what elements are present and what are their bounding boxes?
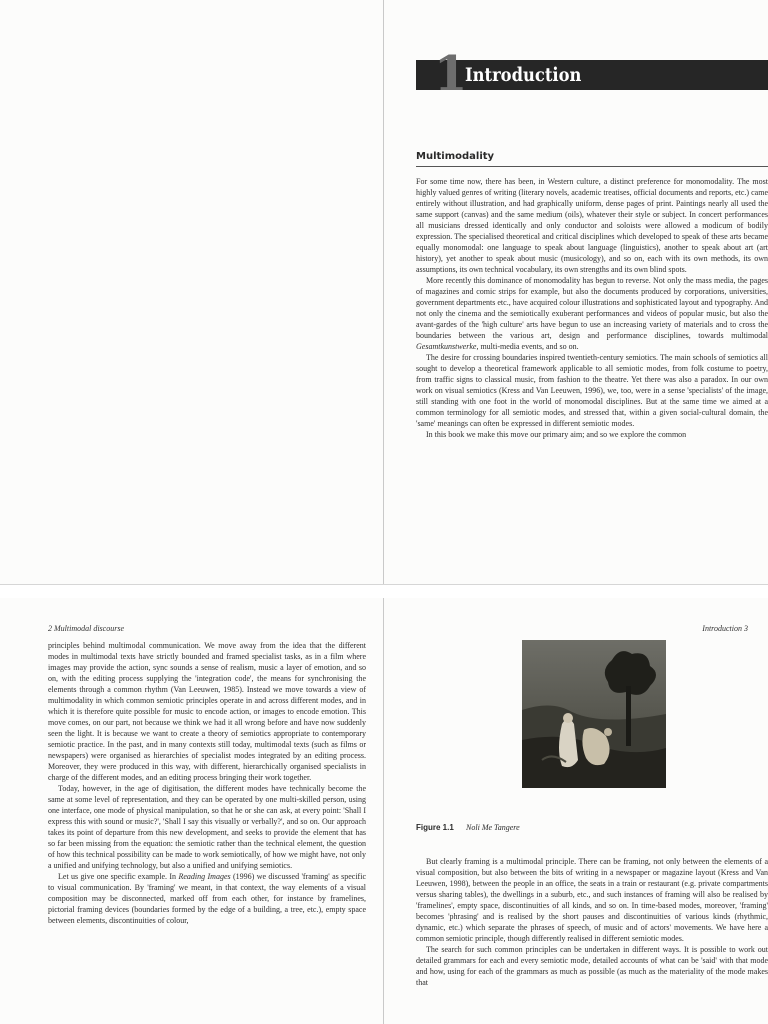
figure-painting [522, 640, 666, 788]
chapter-title: Introduction [465, 64, 582, 86]
left-page-text-column [48, 640, 366, 926]
right-page-text-column [416, 856, 768, 988]
paragraph: More recently this dominance of monomodality has begun to reverse. Not only the mass media, the pages of magazines and comic strips for example, but also the documents produced by corporations, universities, government departments etc., have acquired colour illustrations and sophisticated layout and typography. And not only the cinema and the semiotically exuberant performances and videos of popular music, but also the avant-gardes of the 'high culture' arts have begun to use an increasing variety of materials and to cross the boundaries between the various art, design and performance disciplines, towards multimodal Gesamtkunstwerke, multi-media events, and so on. [416, 276, 768, 351]
figure-title: Noli Me Tangere [466, 823, 520, 832]
paragraph: Today, however, in the age of digitisation, the different modes have technically become the same at some level of representation, and they can be operated by one multi-skilled person, using one interface, one mode of physical manipulation, so that he or she can ask, at every point: 'Shall I express this with sound or music?', 'Shall I say this visually or verbally?', and so on. Our approach takes its point of departure from this new development, and seeks to provide the element that has so far been missing from the equation: the semiotic rather than the technical element, the question of how this technical possibility can be made to work semiotically, of how we might have, not only a unified and unifying technology, but also a unified and unifying semiotics. [48, 784, 366, 870]
page-fold [383, 598, 384, 1024]
section-heading: Multimodality [416, 151, 768, 167]
paragraph: But clearly framing is a multimodal principle. There can be framing, not only between the elements of a visual composition, but also between the bits of writing in a newspaper or magazine layout (Kress and Van Leeuwen, 1998), between the people in an office, the seats in a train or restaurant (e.g. private compartments versus sharing tables), the dwellings in a suburb, etc., and such instances of framing will also be realised by 'framelines', empty space, discontinuities of all kinds, and so on. In time-based modes, moreover, 'framing' becomes 'phrasing' and is realised by the short pauses and discontinuities of various kinds (rhythmic, dynamic, etc.) which separate the phrases of speech, of music and of actors' movements. We have here a common semiotic principle, though differently realised in different semiotic modes. [416, 857, 768, 943]
paragraph: The search for such common principles can be undertaken in different ways. It is possible to work out detailed grammars for each and every semiotic mode, detailed accounts of what can be 'said' with that mode and how, using for each of the grammars as much as possible (as much as the materiality of the mode makes that [416, 945, 768, 987]
figure-caption [416, 823, 520, 833]
running-head-right: Introduction 3 [702, 624, 748, 633]
paragraph: In this book we make this move our primary aim; and so we explore the common [426, 430, 687, 439]
spread-divider [0, 584, 768, 585]
paragraph: The desire for crossing boundaries inspired twentieth-century semiotics. The main schools of semiotics all sought to develop a theoretical framework applicable to all semiotic modes, from folk costume to poetry, from traffic signs to classical music, from fashion to the theatre. Yet there was also a paradox. In our own work on visual semiotics (Kress and Van Leeuwen, 1996), we, too, were in a sense 'specialists' of the image, still standing with one foot in the world of monomodal disciplines. But at the same time we aimed at a common terminology for all semiotic modes, and stressed that, within a given social-cultural domain, the 'same' meanings can often be expressed in different semiotic modes. [416, 353, 768, 428]
painting-image [522, 640, 666, 788]
chapter-number: 1 [434, 46, 468, 102]
running-head-left: 2 Multimodal discourse [48, 624, 124, 633]
intro-text-column [416, 176, 768, 440]
paragraph: For some time now, there has been, in Western culture, a distinct preference for monomodality. The most highly valued genres of writing (literary novels, academic treatises, official documents and reports, etc.) came entirely without illustration, and had graphically uniform, dense pages of print. Paintings nearly all used the same support (canvas) and the same medium (oils), whatever their style or subject. In concert performances all musicians dressed identically and only conductor and soloists were allowed a modicum of bodily expression. The specialised theoretical and critical disciplines which developed to speak of these arts became equally monomodal: one language to speak about language (linguistics), another to speak about art (art history), yet another to speak about music (musicology), and so on, each with its own methods, its own assumptions, its own technical vocabulary, its own strengths and its own blind spots. [416, 177, 768, 274]
paragraph: principles behind multimodal communication. We move away from the idea that the different modes in multimodal texts have strictly bounded and framed specialist tasks, as in a film where images may provide the action, sync sounds a sense of realism, music a layer of emotion, and so on, with the editing process supplying the 'integration code', the means for synchronising the elements through a common rhythm (Van Leeuwen, 1985). Instead we move towards a view of multimodality in which common semiotic principles operate in and across different modes, and in which it is therefore quite possible for music to encode action, or images to encode emotion. This move comes, on our part, not because we think we had it all wrong before and have now suddenly seen the light. It is because we want to create a theory of semiotics appropriate to contemporary semiotic practice. In the past, and in many contexts still today, multimodal texts (such as films or newspapers) were organised as hierarchies of specialist modes integrated by an editing process. Moreover, they were produced in this way, with different, hierarchically organised specialists in charge of the different modes, and an editing process bringing their work together. [48, 641, 366, 782]
page-fold [383, 0, 384, 584]
figure-number: Figure 1.1 [416, 823, 454, 832]
paragraph: Let us give one specific example. In Reading Images (1996) we discussed 'framing' as specific to visual communication. By 'framing' we meant, in that context, the way elements of a visual composition may be disconnected, marked off from each other, for instance by framelines, pictorial framing devices (boundaries formed by the edge of a building, a tree, etc.), empty space between elements, discontinuities of colour, [48, 872, 366, 925]
